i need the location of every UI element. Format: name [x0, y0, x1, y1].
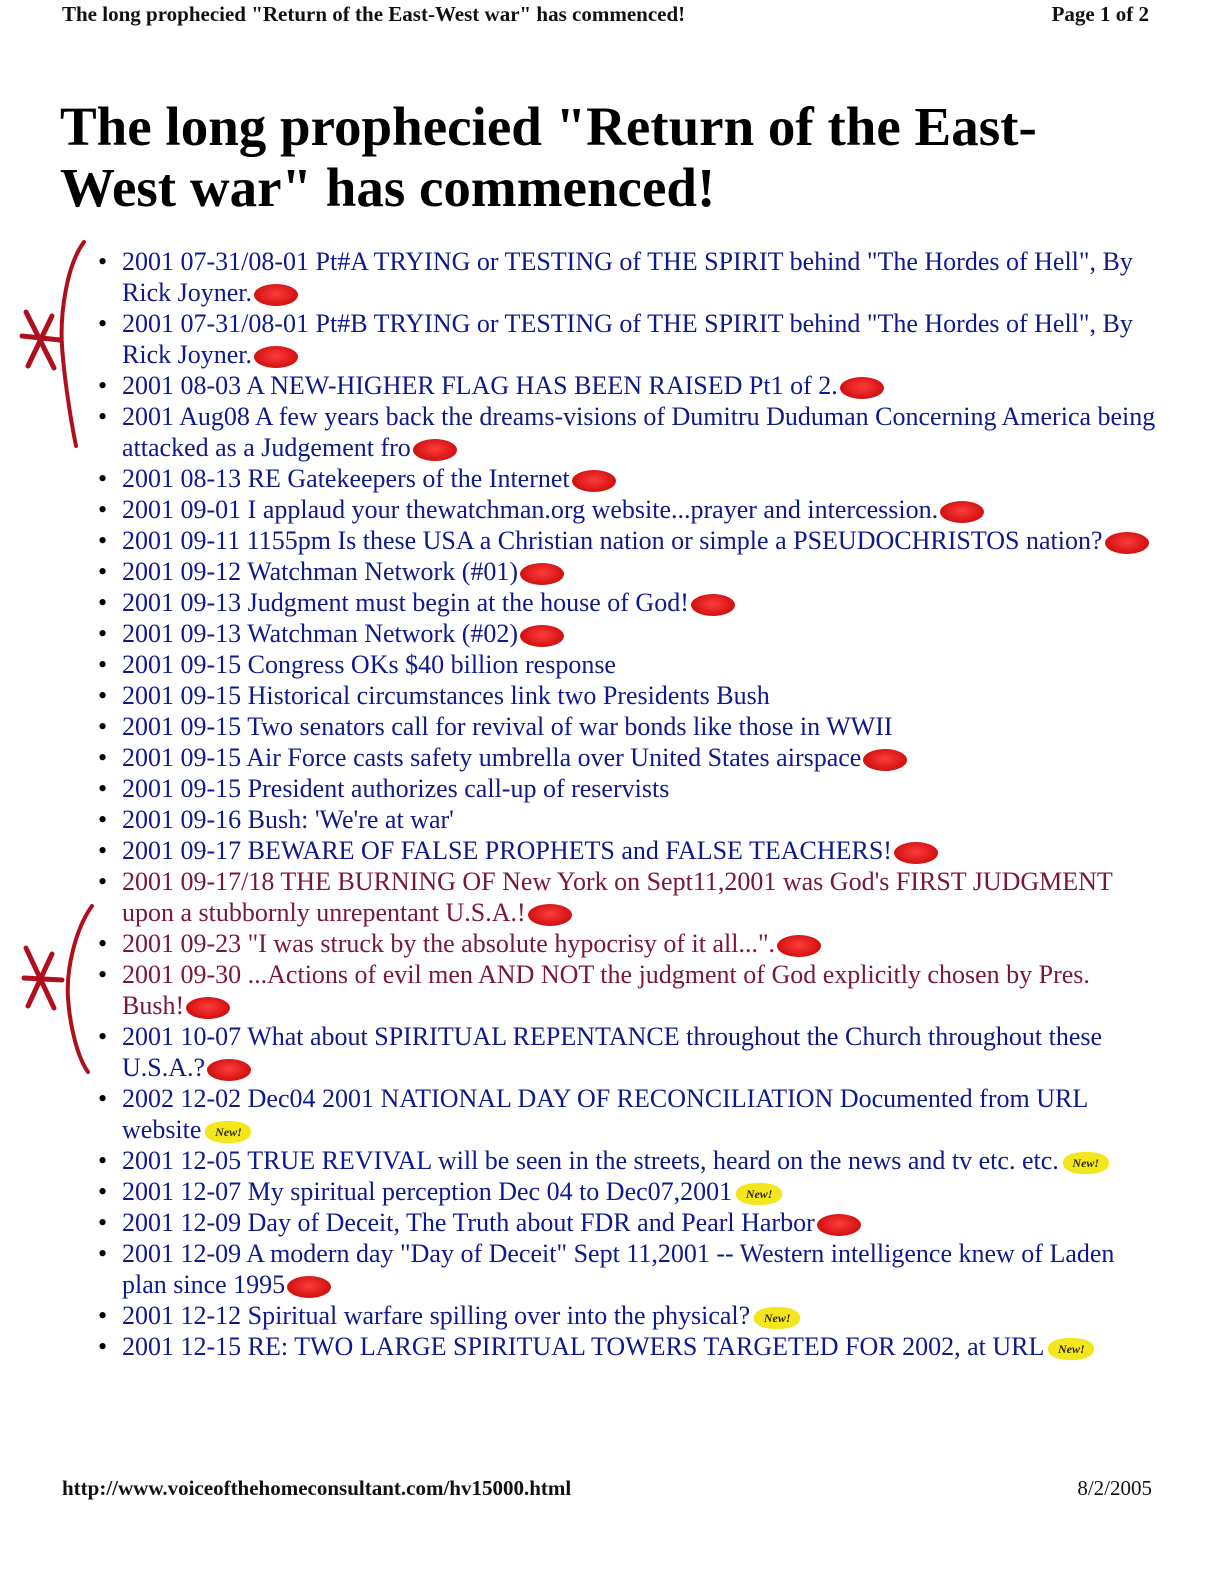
article-link[interactable]: 2001 09-13 Judgment must begin at the house of God! [122, 588, 689, 617]
old-badge-icon [777, 935, 821, 957]
article-link[interactable]: 2001 Aug08 A few years back the dreams-visions of Dumitru Duduman Concerning America being attacked as a Judgement fro [122, 402, 1156, 462]
article-link[interactable]: 2001 09-13 Watchman Network (#02) [122, 619, 519, 648]
article-link[interactable]: 2001 08-13 RE Gatekeepers of the Internet [122, 464, 570, 493]
article-list [96, 246, 1156, 1362]
old-badge-icon [840, 377, 884, 399]
article-link[interactable]: 2001 09-17/18 THE BURNING OF New York on Sept11,2001 was God's FIRST JUDGMENT upon a stubbornly unrepentant U.S.A.! [122, 867, 1113, 927]
list-item [96, 1207, 1156, 1238]
list-item [96, 928, 1156, 959]
article-link[interactable]: 2002 12-02 Dec04 2001 NATIONAL DAY OF RECONCILIATION Documented from URL website [122, 1084, 1088, 1144]
article-link[interactable]: 2001 09-01 I applaud your thewatchman.org website...prayer and intercession. [122, 495, 939, 524]
new-badge-icon: New! [736, 1183, 782, 1205]
list-item [96, 556, 1156, 587]
list-item [96, 1021, 1156, 1083]
list-item [96, 866, 1156, 928]
header-title: The long prophecied "Return of the East-West war" has commenced! [62, 2, 686, 26]
list-item [96, 1083, 1156, 1145]
list-item [96, 959, 1156, 1021]
article-link[interactable]: 2001 09-11 1155pm Is these USA a Christian nation or simple a PSEUDOCHRISTOS nation? [122, 526, 1103, 555]
list-item [96, 804, 1156, 835]
article-link[interactable]: 2001 09-15 Air Force casts safety umbrella over United States airspace [122, 743, 862, 772]
article-link[interactable]: 2001 12-12 Spiritual warfare spilling over into the physical? [122, 1301, 751, 1330]
old-badge-icon [207, 1059, 251, 1081]
new-badge-icon: New! [1063, 1152, 1109, 1174]
list-item [96, 463, 1156, 494]
list-item [96, 1238, 1156, 1300]
list-item [96, 618, 1156, 649]
article-link[interactable]: 2001 09-15 Congress OKs $40 billion response [122, 650, 616, 679]
old-badge-icon [863, 749, 907, 771]
article-link[interactable]: 2001 09-23 "I was struck by the absolute hypocrisy of it all...". [122, 929, 776, 958]
new-badge-icon: New! [754, 1307, 800, 1329]
list-item [96, 1145, 1156, 1176]
handwritten-bracket-bottom [18, 898, 98, 1078]
old-badge-icon [528, 904, 572, 926]
article-link[interactable]: 2001 12-09 A modern day "Day of Deceit" Sept 11,2001 -- Western intelligence knew of Laden plan since 1995 [122, 1239, 1115, 1299]
list-item [96, 494, 1156, 525]
handwritten-bracket-top [18, 236, 98, 456]
old-badge-icon [894, 842, 938, 864]
old-badge-icon [520, 563, 564, 585]
list-item [96, 1300, 1156, 1331]
old-badge-icon [572, 470, 616, 492]
old-badge-icon [254, 284, 298, 306]
footer-date: 8/2/2005 [1077, 1476, 1152, 1500]
old-badge-icon [520, 625, 564, 647]
article-link[interactable]: 2001 10-07 What about SPIRITUAL REPENTANCE throughout the Church throughout these U.S.A.? [122, 1022, 1103, 1082]
old-badge-icon [186, 997, 230, 1019]
list-item [96, 649, 1156, 680]
old-badge-icon [940, 501, 984, 523]
footer-url: http://www.voiceofthehomeconsultant.com/hv15000.html [62, 1476, 572, 1500]
article-link[interactable]: 2001 12-09 Day of Deceit, The Truth about FDR and Pearl Harbor [122, 1208, 815, 1237]
page-title: The long prophecied "Return of the East-West war" has commenced! [60, 96, 1037, 218]
list-item [96, 401, 1156, 463]
old-badge-icon [254, 346, 298, 368]
list-item [96, 308, 1156, 370]
list-item [96, 1176, 1156, 1207]
article-link[interactable]: 2001 09-12 Watchman Network (#01) [122, 557, 519, 586]
article-link[interactable]: 2001 09-15 President authorizes call-up of reservists [122, 774, 670, 803]
old-badge-icon [817, 1214, 861, 1236]
article-link[interactable]: 2001 12-07 My spiritual perception Dec 04 to Dec07,2001 [122, 1177, 733, 1206]
list-item [96, 525, 1156, 556]
article-link[interactable]: 2001 09-16 Bush: 'We're at war' [122, 805, 454, 834]
list-item [96, 773, 1156, 804]
article-link[interactable]: 2001 07-31/08-01 Pt#B TRYING or TESTING of THE SPIRIT behind "The Hordes of Hell", By Rick Joyner. [122, 309, 1133, 369]
article-link[interactable]: 2001 12-15 RE: TWO LARGE SPIRITUAL TOWERS TARGETED FOR 2002, at URL [122, 1332, 1045, 1361]
old-badge-icon [287, 1276, 331, 1298]
list-item [96, 835, 1156, 866]
old-badge-icon [413, 439, 457, 461]
article-link[interactable]: 2001 08-03 A NEW-HIGHER FLAG HAS BEEN RAISED Pt1 of 2. [122, 371, 838, 400]
list-item [96, 680, 1156, 711]
list-item [96, 587, 1156, 618]
article-link[interactable]: 2001 09-15 Two senators call for revival of war bonds like those in WWII [122, 712, 893, 741]
new-badge-icon: New! [205, 1121, 251, 1143]
article-link[interactable]: 2001 07-31/08-01 Pt#A TRYING or TESTING of THE SPIRIT behind "The Hordes of Hell", By Rick Joyner. [122, 247, 1133, 307]
article-link[interactable]: 2001 09-17 BEWARE OF FALSE PROPHETS and FALSE TEACHERS! [122, 836, 892, 865]
article-link[interactable]: 2001 09-15 Historical circumstances link two Presidents Bush [122, 681, 770, 710]
list-item [96, 711, 1156, 742]
list-item [96, 246, 1156, 308]
list-item [96, 1331, 1156, 1362]
article-link[interactable]: 2001 12-05 TRUE REVIVAL will be seen in the streets, heard on the news and tv etc. etc. [122, 1146, 1059, 1175]
list-item [96, 742, 1156, 773]
list-item [96, 370, 1156, 401]
article-link[interactable]: 2001 09-30 ...Actions of evil men AND NOT the judgment of God explicitly chosen by Pres. Bush! [122, 960, 1090, 1020]
page-number: Page 1 of 2 [1051, 2, 1149, 26]
old-badge-icon [1105, 532, 1149, 554]
new-badge-icon: New! [1048, 1338, 1094, 1360]
old-badge-icon [691, 594, 735, 616]
